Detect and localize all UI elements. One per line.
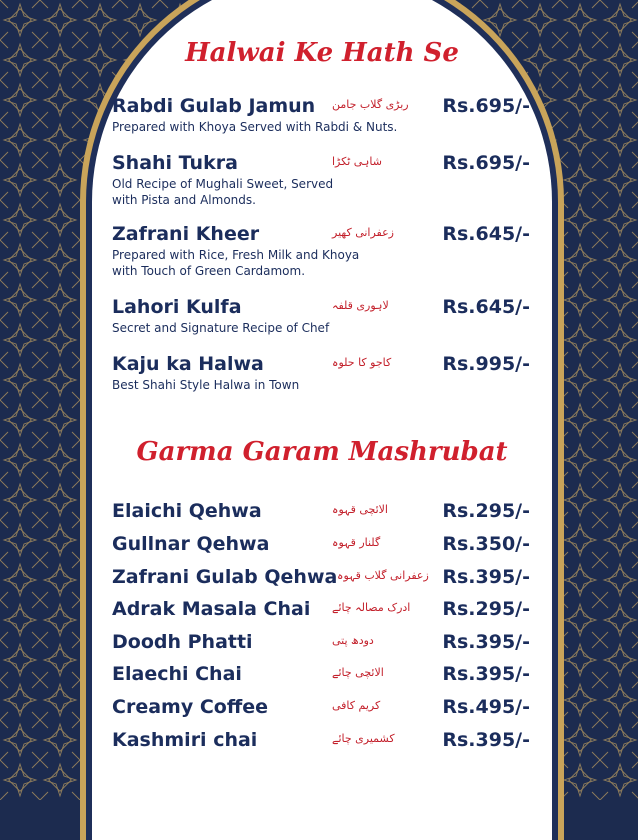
menu-item (112, 296, 532, 336)
menu-item (112, 500, 532, 522)
item-name: Elaichi Qehwa (112, 500, 262, 522)
menu-item (112, 533, 532, 555)
item-description: Best Shahi Style Halwa in Town (112, 378, 300, 392)
item-urdu-name: زعفرانی کھیر (332, 226, 394, 239)
item-price: Rs.295/- (442, 598, 530, 620)
item-urdu-name: ربڑی گلاب جامن (332, 98, 409, 111)
menu-item (112, 353, 532, 393)
item-name: Shahi Tukra (112, 152, 238, 174)
item-urdu-name: شاہی ٹکڑا (332, 155, 382, 168)
item-name: Creamy Coffee (112, 696, 268, 718)
item-price: Rs.495/- (442, 696, 530, 718)
item-urdu-name: کریم کافی (332, 699, 381, 712)
item-urdu-name: گلنار قہوہ (332, 536, 381, 549)
menu-item (112, 152, 532, 208)
item-price: Rs.695/- (442, 152, 530, 174)
item-urdu-name: الائچی چائے (332, 666, 384, 679)
item-urdu-name: کشمیری چائے (332, 732, 395, 745)
item-price: Rs.645/- (442, 223, 530, 245)
item-urdu-name: الائچی قہوہ (332, 503, 388, 516)
item-price: Rs.395/- (442, 631, 530, 653)
item-description: Prepared with Khoya Served with Rabdi & Nuts. (112, 120, 398, 134)
item-price: Rs.395/- (442, 729, 530, 751)
section-title-drinks: Garma Garam Mashrubat (136, 437, 508, 467)
item-urdu-name: دودھ پتی (332, 634, 374, 647)
menu-item (112, 696, 532, 718)
item-name: Zafrani Kheer (112, 223, 260, 245)
menu-item (112, 566, 532, 588)
menu-item (112, 729, 532, 751)
item-name: Kaju ka Halwa (112, 353, 264, 375)
item-description: Old Recipe of Mughali Sweet, Served with Pista and Almonds. (112, 177, 334, 207)
item-description: Secret and Signature Recipe of Chef (112, 321, 330, 335)
item-price: Rs.395/- (442, 663, 530, 685)
item-name: Adrak Masala Chai (112, 598, 311, 620)
item-name: Kashmiri chai (112, 729, 258, 751)
menu-item (112, 631, 532, 653)
menu-item (112, 663, 532, 685)
item-price: Rs.995/- (442, 353, 530, 375)
item-price: Rs.295/- (442, 500, 530, 522)
menu-item (112, 598, 532, 620)
menu-item (112, 95, 532, 135)
item-name: Gullnar Qehwa (112, 533, 270, 555)
section-title-desserts: Halwai Ke Hath Se (185, 38, 459, 68)
item-name: Doodh Phatti (112, 631, 253, 653)
item-price: Rs.350/- (442, 533, 530, 555)
item-urdu-name: زعفرانی گلاب قہوہ (337, 569, 429, 582)
item-price: Rs.695/- (442, 95, 530, 117)
item-urdu-name: ادرک مصالہ چائے (332, 601, 411, 614)
item-name: Rabdi Gulab Jamun (112, 95, 316, 117)
item-urdu-name: لاہوری قلفہ (332, 299, 389, 312)
item-name: Zafrani Gulab Qehwa (112, 566, 338, 588)
item-urdu-name: کاجو کا حلوہ (332, 356, 392, 369)
item-price: Rs.645/- (442, 296, 530, 318)
item-name: Lahori Kulfa (112, 296, 242, 318)
item-name: Elaechi Chai (112, 663, 242, 685)
item-price: Rs.395/- (442, 566, 530, 588)
menu-item (112, 223, 532, 279)
item-description: Prepared with Rice, Fresh Milk and Khoya with Touch of Green Cardamom. (112, 248, 360, 278)
